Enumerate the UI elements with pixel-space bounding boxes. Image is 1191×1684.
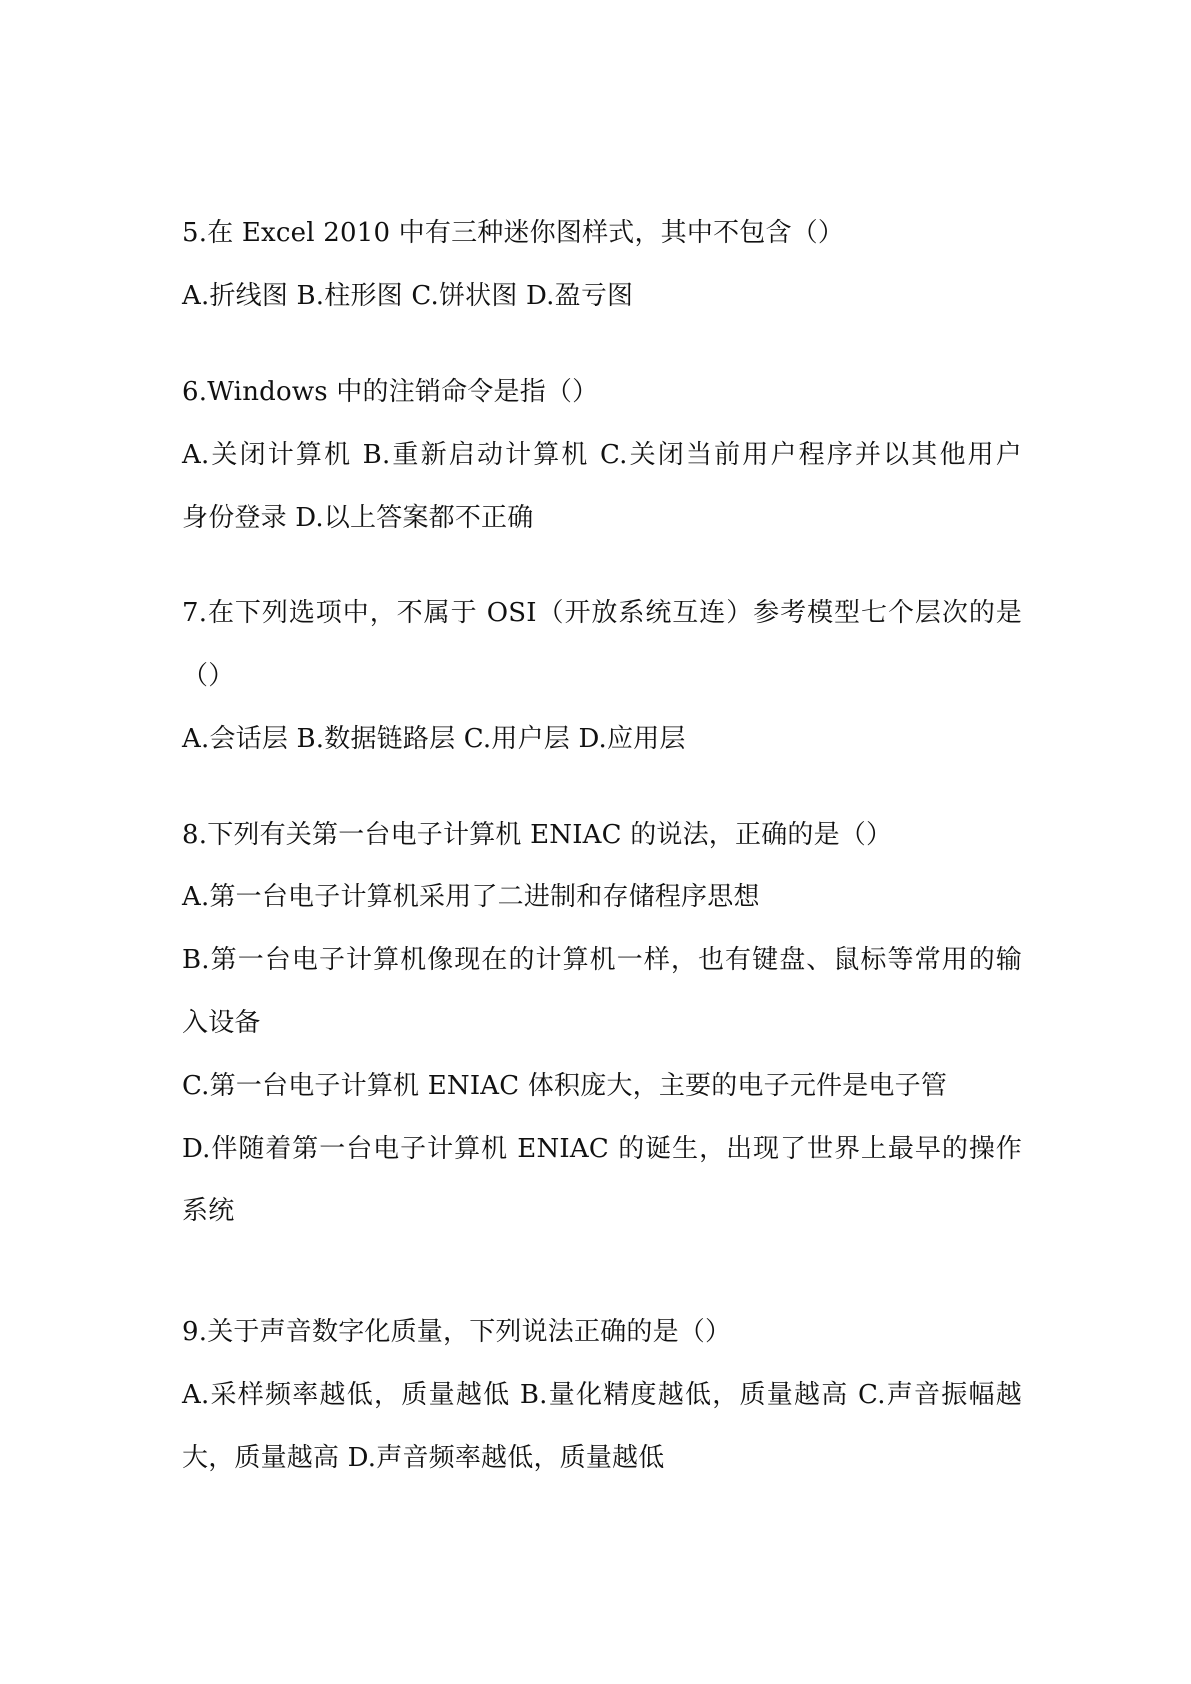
question-6-options-line-2: 身份登录 D.以上答案都不正确 [182,503,534,533]
question-9-stem: 9.关于声音数字化质量，下列说法正确的是（） [182,1317,732,1347]
question-8-option-a: A.第一台电子计算机采用了二进制和存储程序思想 [182,882,760,912]
question-8-option-d-line-1: D.伴随着第一台电子计算机 ENIAC 的诞生，出现了世界上最早的操作 [182,1134,1022,1164]
question-7-stem-line-2: （） [182,661,235,691]
question-8-option-d-line-2: 系统 [182,1196,235,1226]
question-6-stem: 6.Windows 中的注销命令是指（） [182,377,599,407]
question-9-options-line-1: A.采样频率越低，质量越低 B.量化精度越低，质量越高 C.声音振幅越 [182,1380,1022,1410]
question-8-option-b-line-2: 入设备 [182,1008,261,1038]
question-5-options: A.折线图 B.柱形图 C.饼状图 D.盈亏图 [182,281,634,311]
question-6-options-line-1: A.关闭计算机 B.重新启动计算机 C.关闭当前用户程序并以其他用户 [182,440,1022,470]
question-9-options-line-2: 大，质量越高 D.声音频率越低，质量越低 [182,1443,665,1473]
question-8-option-c: C.第一台电子计算机 ENIAC 体积庞大，主要的电子元件是电子管 [182,1071,948,1101]
question-5-stem: 5.在 Excel 2010 中有三种迷你图样式，其中不包含（） [182,218,845,248]
question-7-options: A.会话层 B.数据链路层 C.用户层 D.应用层 [182,724,686,754]
question-7-stem-line-1: 7.在下列选项中，不属于 OSI（开放系统互连）参考模型七个层次的是 [182,598,1022,628]
question-8-stem: 8.下列有关第一台电子计算机 ENIAC 的说法，正确的是（） [182,820,893,850]
question-8-option-b-line-1: B.第一台电子计算机像现在的计算机一样，也有键盘、鼠标等常用的输 [182,945,1022,975]
